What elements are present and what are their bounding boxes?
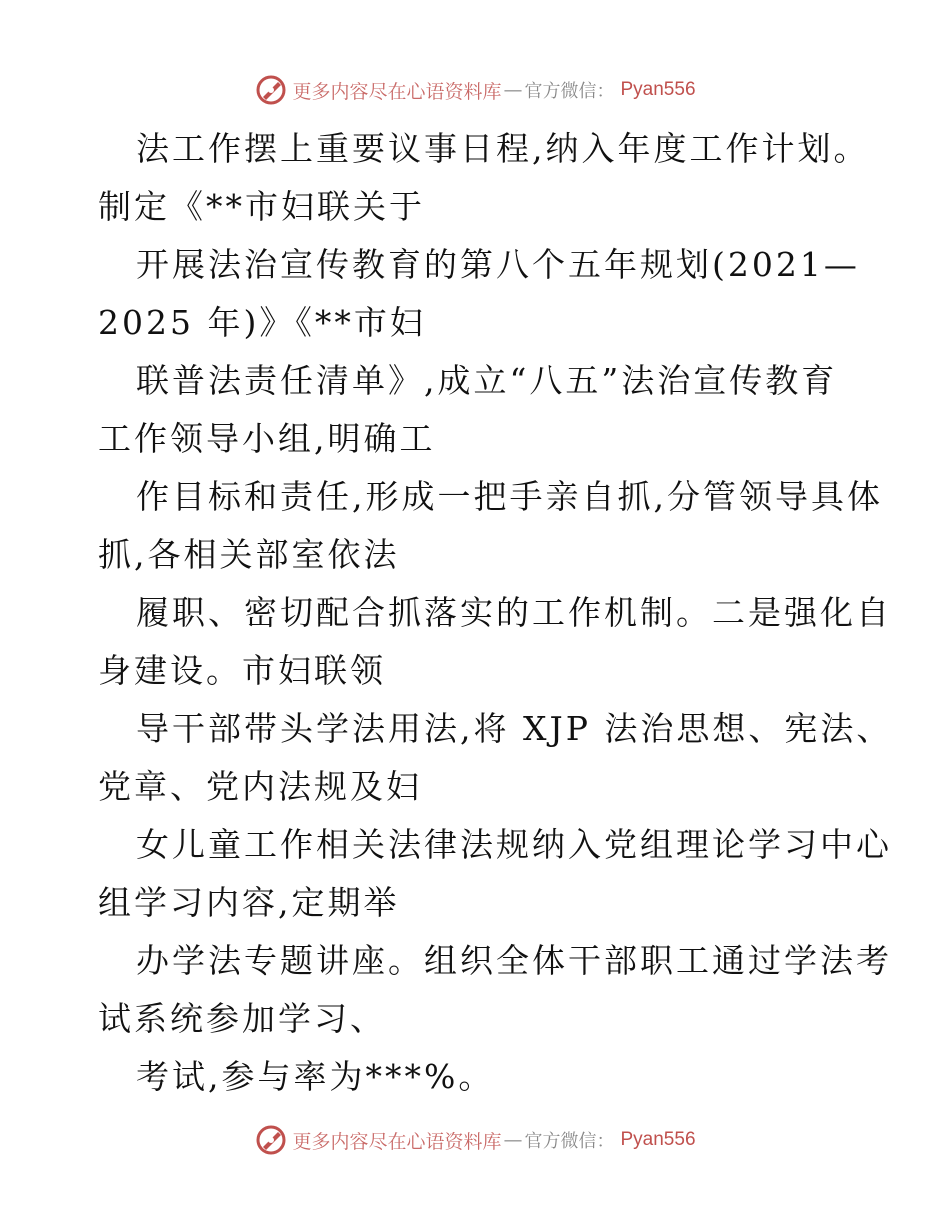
- watermark-text: 更多内容尽在心语资料库: [292, 80, 502, 103]
- body-line: 制定《**市妇联关于: [98, 187, 425, 226]
- body-line: 联普法责任清单》,成立“八五”法治宣传教育: [136, 361, 838, 400]
- body-line: 导干部带头学法用法,将 XJP 法治思想、宪法、: [136, 709, 893, 748]
- body-line: 2025 年)》《**市妇: [98, 303, 426, 342]
- document-body: [98, 120, 893, 1106]
- watermark-account: Pyan556: [620, 1129, 696, 1150]
- body-line: 试系统参加学习、: [98, 999, 386, 1038]
- body-line: 法工作摆上重要议事日程,纳入年度工作计划。: [136, 129, 870, 168]
- pen-logo-icon: [254, 73, 288, 107]
- body-line: 开展法治宣传教育的第八个五年规划(2021—: [136, 245, 860, 284]
- body-line: 组学习内容,定期举: [98, 883, 400, 922]
- watermark-label: 官方微信：: [524, 81, 615, 102]
- pen-logo-icon: [254, 1123, 288, 1157]
- watermark-account: Pyan556: [620, 79, 696, 100]
- body-line: 工作领导小组,明确工: [98, 419, 436, 458]
- body-line: 履职、密切配合抓落实的工作机制。二是强化自: [136, 593, 892, 632]
- watermark-text: 更多内容尽在心语资料库: [292, 1130, 502, 1153]
- watermark-separator: —: [503, 79, 523, 101]
- body-line: 党章、党内法规及妇: [98, 767, 422, 806]
- watermark-header: [0, 70, 950, 110]
- watermark-separator: —: [503, 1129, 523, 1151]
- watermark-footer: [0, 1120, 950, 1160]
- watermark-label: 官方微信：: [524, 1131, 615, 1152]
- body-line: 办学法专题讲座。组织全体干部职工通过学法考: [136, 941, 892, 980]
- body-line: 身建设。市妇联领: [98, 651, 386, 690]
- body-line: 抓,各相关部室依法: [98, 535, 400, 574]
- body-line: 女儿童工作相关法律法规纳入党组理论学习中心: [136, 825, 892, 864]
- body-line: 考试,参与率为***%。: [136, 1057, 495, 1096]
- body-line: 作目标和责任,形成一把手亲自抓,分管领导具体: [136, 477, 883, 516]
